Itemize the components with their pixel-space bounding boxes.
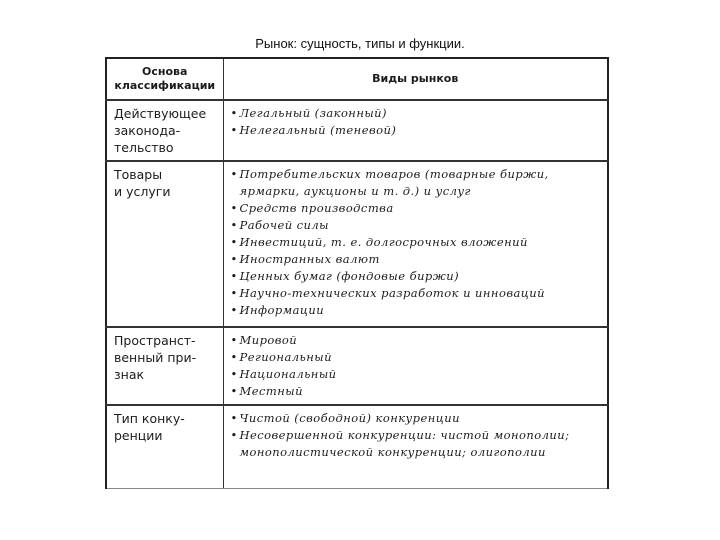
types-list — [231, 410, 602, 461]
basis-competition: Тип конку- ренции — [106, 405, 223, 489]
types-cell — [223, 161, 608, 327]
list-item: • Чистой (свободной) конкуренции — [231, 410, 602, 427]
types-list — [231, 166, 602, 319]
list-item: • Региональный — [231, 349, 602, 366]
list-item: • Местный — [231, 383, 602, 400]
list-item: • Инвестиций, т. е. долгосрочных вложений — [231, 234, 602, 251]
list-item: • Национальный — [231, 366, 602, 383]
list-item: • Мировой — [231, 332, 602, 349]
header-types: Виды рынков — [223, 58, 608, 100]
list-item: • Нелегальный (теневой) — [231, 122, 602, 139]
table-row — [106, 161, 608, 327]
list-item: • Потребительских товаров (товарные биржи, ярмарки, аукционы и т. д.) и услуг — [231, 166, 602, 200]
types-list — [231, 332, 602, 400]
table-row — [106, 405, 608, 489]
basis-legislation: Действующее законода- тельство — [106, 100, 223, 161]
types-cell — [223, 327, 608, 405]
types-cell — [223, 100, 608, 161]
basis-goods-services: Товары и услуги — [106, 161, 223, 327]
list-item: • Рабочей силы — [231, 217, 602, 234]
table-row — [106, 327, 608, 405]
types-list — [231, 105, 602, 139]
header-basis: Основа классификации — [106, 58, 223, 100]
list-item: • Легальный (законный) — [231, 105, 602, 122]
market-types-table — [105, 57, 609, 489]
basis-spatial: Пространст- венный при- знак — [106, 327, 223, 405]
table-row — [106, 100, 608, 161]
list-item: • Ценных бумаг (фондовые биржи) — [231, 268, 602, 285]
slide-title: Рынок: сущность, типы и функции. — [255, 36, 465, 51]
list-item: • Информации — [231, 302, 602, 319]
page-crop-edge — [105, 490, 609, 500]
list-item: • Научно-технических разработок и инноваций — [231, 285, 602, 302]
list-item: • Иностранных валют — [231, 251, 602, 268]
list-item: • Средств производства — [231, 200, 602, 217]
table-header-row — [106, 58, 608, 100]
types-cell — [223, 405, 608, 489]
list-item: • Несовершенной конкуренции: чистой монополии; монополистической конкуренции; олигополии — [231, 427, 602, 461]
